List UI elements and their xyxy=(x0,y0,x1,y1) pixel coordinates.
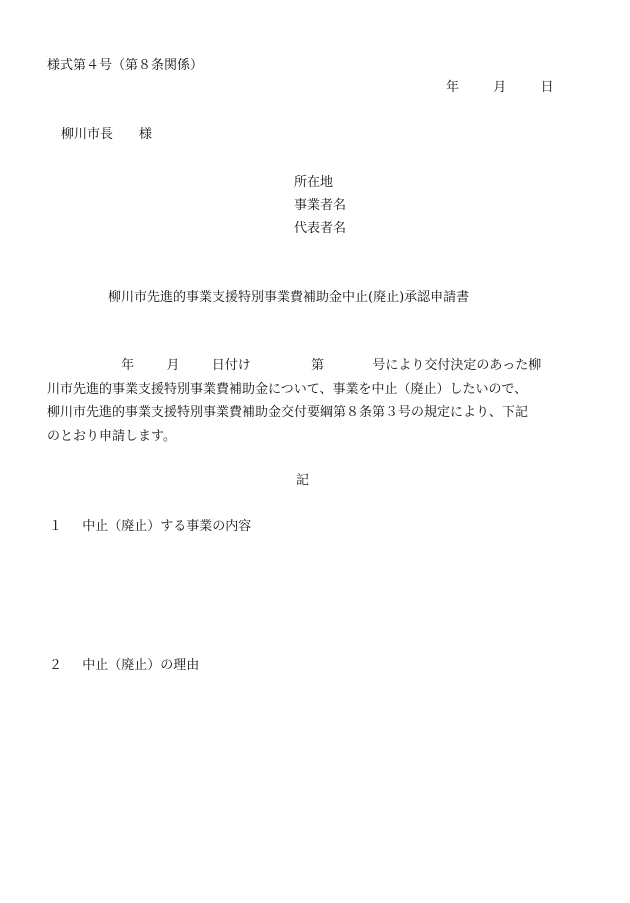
ki-heading: 記 xyxy=(296,473,310,488)
item-text: 中止（廃止）する事業の内容 xyxy=(82,519,252,534)
item-2 xyxy=(49,657,199,675)
body-year: 年 xyxy=(121,358,135,373)
document-title: 柳川市先進的事業支援特別事業費補助金中止(廃止)承認申請書 xyxy=(108,290,470,305)
body-line-2: 川市先進的事業支援特別事業費補助金について、事業を中止（廃止）したいので、 xyxy=(47,381,528,397)
body-month: 月 xyxy=(166,358,180,373)
applicant-representative-label: 代表者名 xyxy=(294,221,347,236)
body-line-3: 柳川市先進的事業支援特別事業費補助金交付要綱第８条第３号の規定により、下記 xyxy=(47,405,529,420)
item-number: ２ xyxy=(49,658,63,673)
date-day: 日 xyxy=(540,80,554,95)
form-number: 様式第４号（第８条関係） xyxy=(47,58,204,73)
body-no-prefix: 第 xyxy=(311,358,325,373)
body-line-4: のとおり申請します。 xyxy=(47,428,176,444)
item-number: １ xyxy=(49,519,63,534)
date-month: 月 xyxy=(493,80,507,95)
body-line-1 xyxy=(47,354,567,378)
body-dated: 日付け xyxy=(211,358,251,373)
applicant-business-name-label: 事業者名 xyxy=(294,198,347,213)
date-line xyxy=(446,79,554,97)
item-1 xyxy=(49,518,251,536)
body-paragraph xyxy=(47,354,567,448)
addressee: 柳川市長 様 xyxy=(61,127,153,142)
date-year: 年 xyxy=(446,80,460,95)
body-line1-rest: 号により交付決定のあった柳 xyxy=(372,358,542,373)
item-text: 中止（廃止）の理由 xyxy=(82,658,200,673)
applicant-address-label: 所在地 xyxy=(294,175,334,190)
